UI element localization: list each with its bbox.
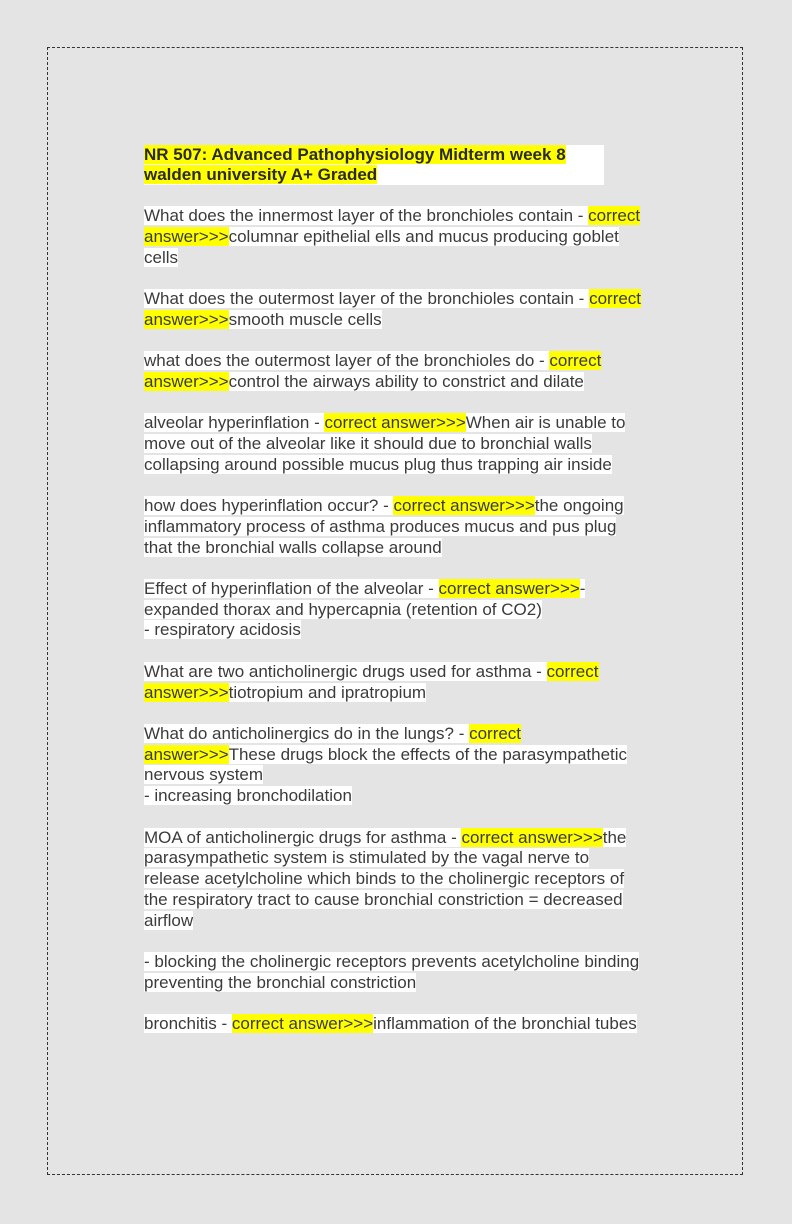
answer-text: the parasympathetic system is stimulated by the vagal nerve to release acetylcholine which binds to the cholinergic receptors of the respiratory tract to cause bronchial constriction = decreased airflow (144, 827, 627, 930)
qa-item (144, 206, 648, 268)
question-text: What are two anticholinergic drugs used for asthma - (144, 661, 547, 681)
answer-text: smooth muscle cells (228, 309, 382, 329)
qa-list (144, 206, 648, 1035)
qa-item (144, 952, 648, 994)
answer-text: - expanded thorax and hypercapnia (retention of CO2) - respiratory acidosis (144, 578, 586, 640)
answer-text: These drugs block the effects of the parasympathetic nervous system - increasing bronchodilation (144, 744, 628, 806)
qa-item (144, 496, 648, 558)
question-text: MOA of anticholinergic drugs for asthma - (144, 827, 462, 847)
qa-item (144, 724, 648, 807)
answer-text: the ongoing inflammatory process of asthma produces mucus and pus plug that the bronchial walls collapse around (144, 495, 624, 557)
question-text: What does the innermost layer of the bronchioles contain - (144, 206, 589, 225)
answer-marker: correct answer>>> (231, 1014, 374, 1034)
answer-marker: correct answer>>> (461, 827, 603, 847)
qa-item (144, 289, 648, 331)
qa-item (144, 828, 648, 932)
answer-marker: correct answer>>> (144, 661, 599, 702)
answer-text: When air is unable to move out of the alveolar like it should due to bronchial walls collapsing around possible mucus plug thus trapping air inside (144, 413, 626, 474)
question-text: What does the outermost layer of the bronchioles contain - (144, 288, 590, 308)
answer-marker: correct answer>>> (144, 723, 522, 764)
qa-item (144, 662, 648, 704)
answer-text: control the airways ability to constrict and dilate (228, 371, 584, 391)
answer-marker: correct answer>>> (393, 495, 535, 515)
document-title (144, 145, 648, 185)
answer-marker: correct answer>>> (144, 350, 602, 391)
answer-marker: correct answer>>> (144, 206, 641, 246)
question-text: Effect of hyperinflation of the alveolar - (144, 578, 439, 598)
title-line-1: NR 507: Advanced Pathophysiology Midterm week 8 (144, 145, 566, 164)
answer-marker: correct answer>>> (438, 578, 580, 598)
question-text: What do anticholinergics do in the lungs? - (144, 723, 470, 743)
qa-item (144, 413, 648, 475)
answer-marker: correct answer>>> (324, 413, 466, 433)
title-line-2: walden university A+ Graded (144, 165, 378, 184)
question-text: bronchitis - (144, 1014, 232, 1034)
question-text: - blocking the cholinergic receptors prevents acetylcholine binding preventing the bronchial constriction (144, 952, 640, 992)
qa-item (144, 351, 648, 393)
question-text: how does hyperinflation occur? - (144, 495, 394, 515)
answer-text: columnar epithelial ells and mucus producing goblet cells (144, 226, 619, 267)
question-text: what does the outermost layer of the bronchioles do - (144, 350, 550, 370)
title-box (144, 145, 604, 185)
answer-text: inflammation of the bronchial tubes (373, 1014, 637, 1034)
qa-item (144, 579, 648, 641)
answer-marker: correct answer>>> (144, 288, 642, 329)
question-text: alveolar hyperinflation - (144, 413, 325, 433)
qa-item (144, 1014, 648, 1035)
document-body (144, 145, 648, 1055)
answer-text: tiotropium and ipratropium (228, 682, 427, 702)
